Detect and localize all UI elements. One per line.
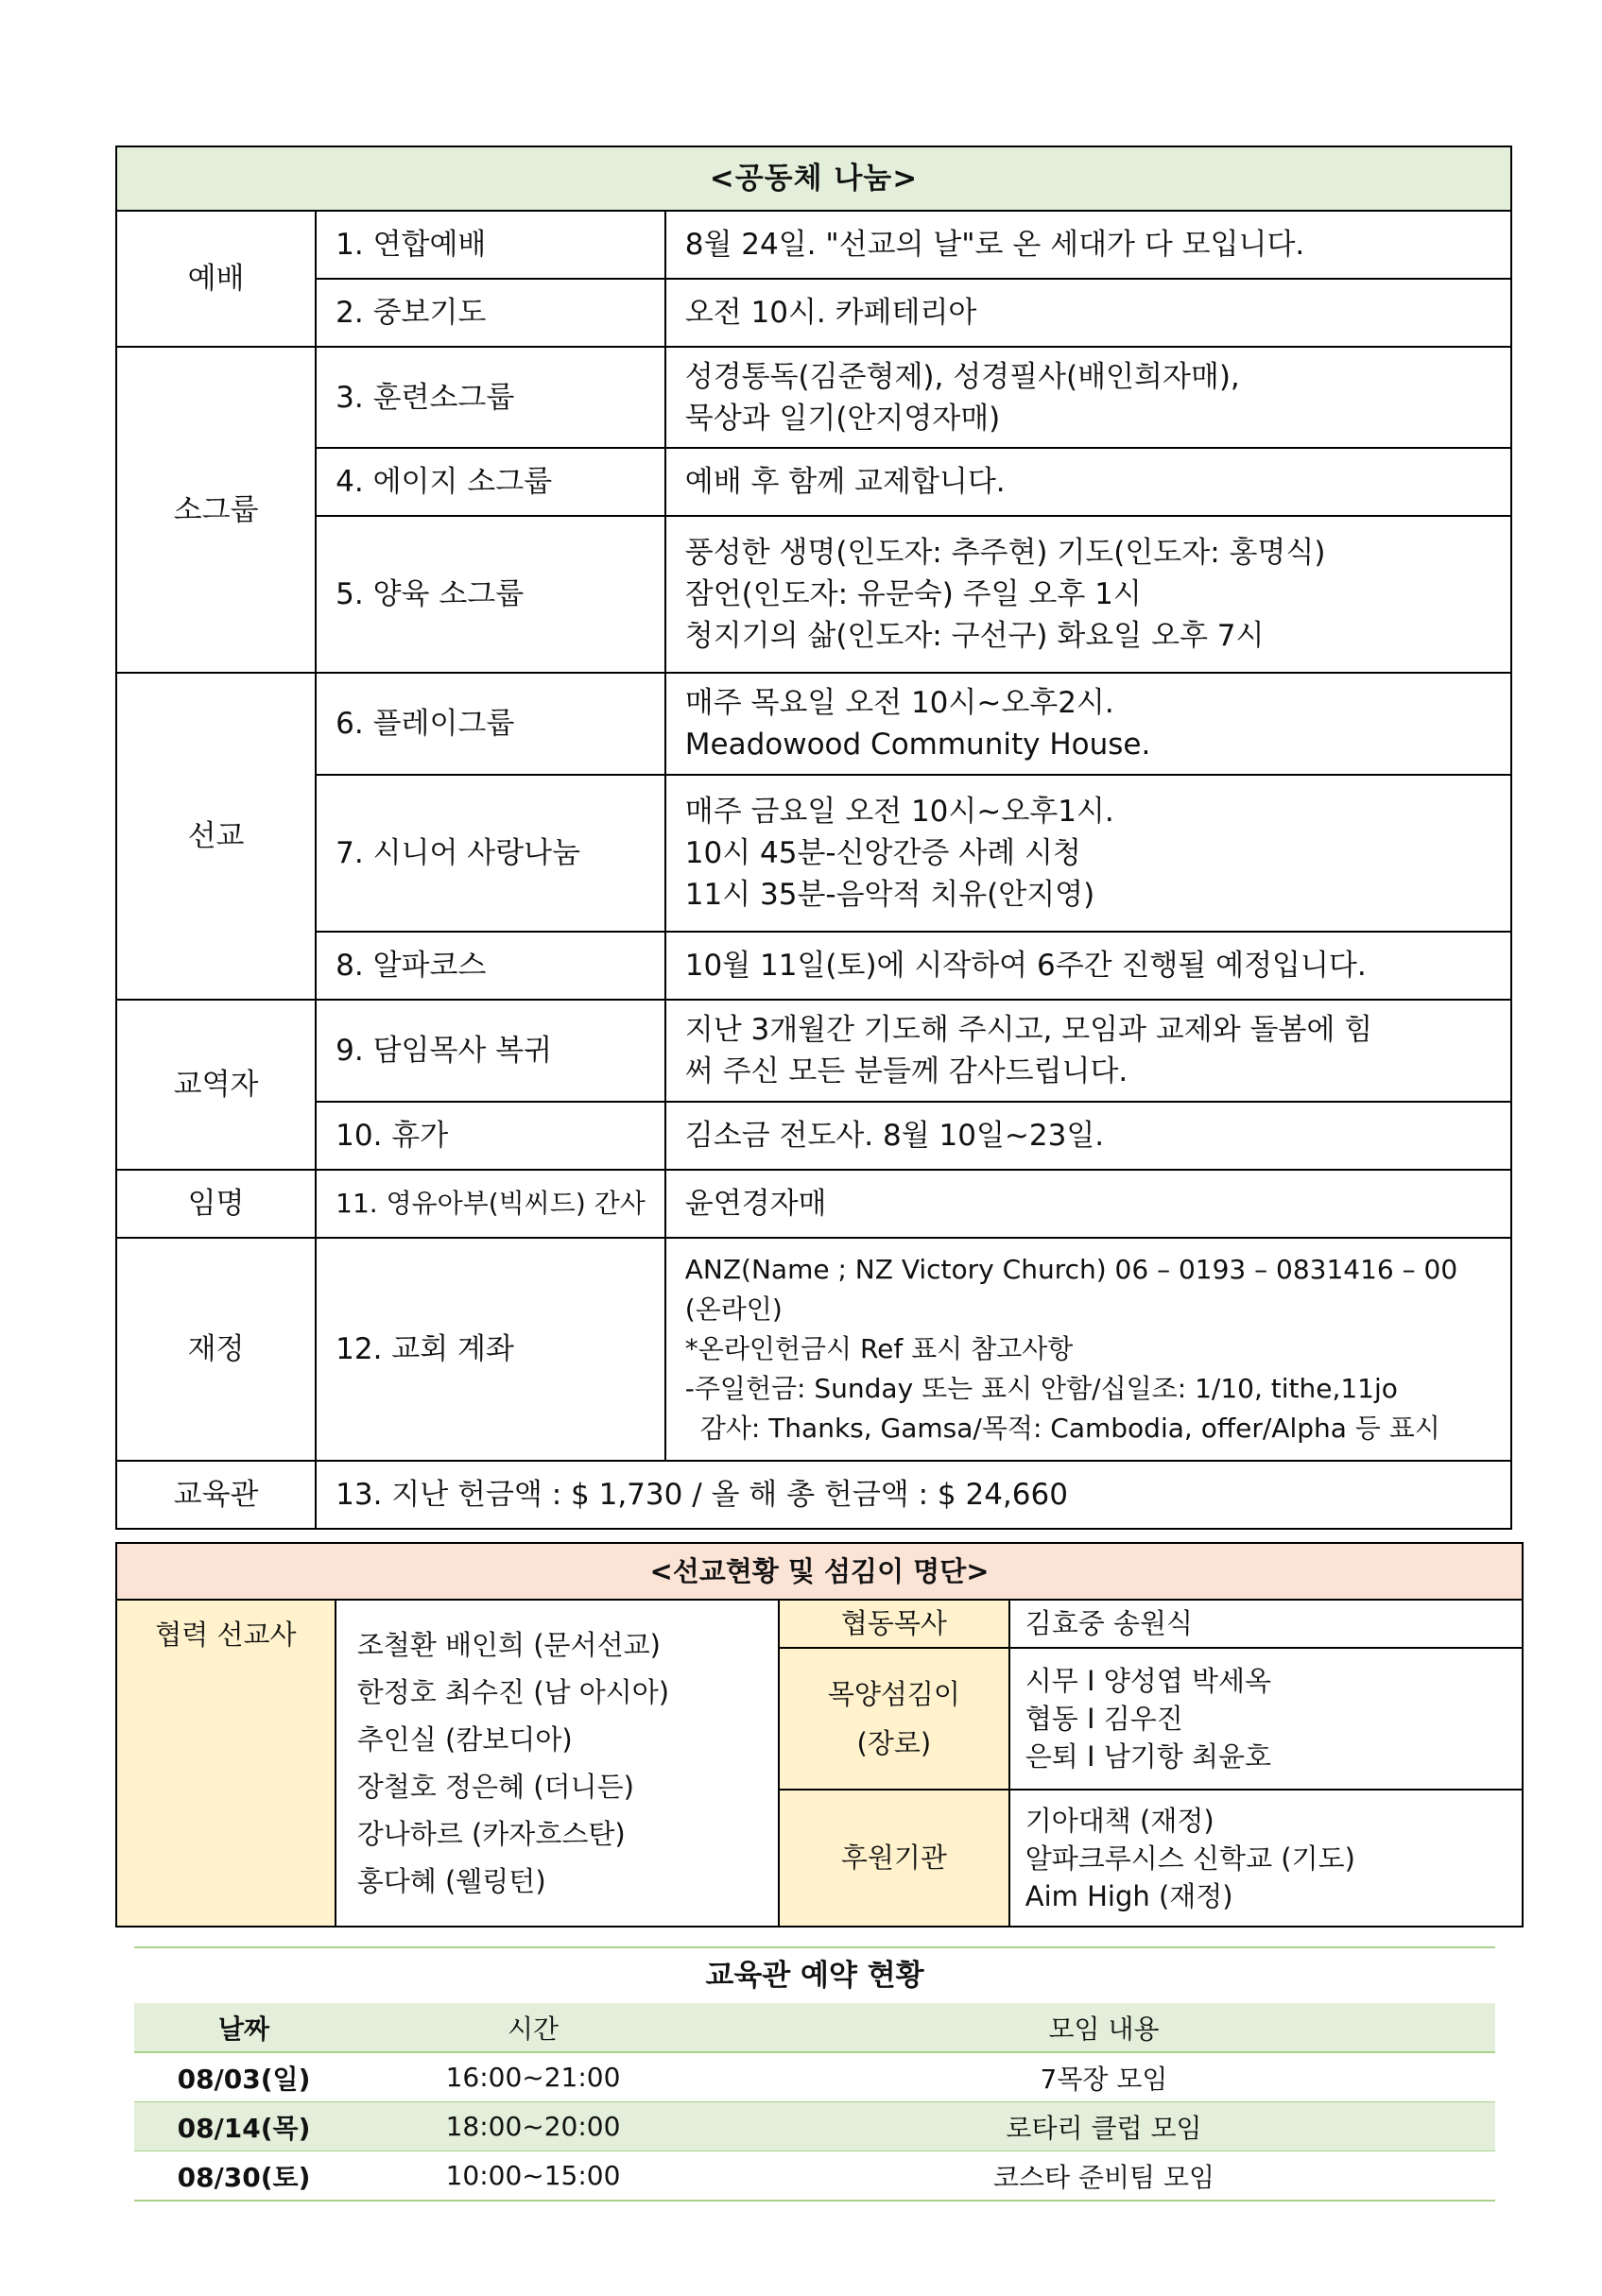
booking-date: 08/14(목): [134, 2102, 353, 2151]
item-label: 4. 에이지 소그룹: [316, 448, 665, 516]
desc-line: 10시 45분-신앙간증 사례 시청: [684, 836, 1081, 870]
desc-line: 청지기의 삶(인도자: 구선구) 화요일 오후 7시: [684, 619, 1265, 653]
missionary-list: [336, 1600, 779, 1927]
booking-section: [134, 1946, 1495, 2202]
booking-date: 08/30(토): [134, 2151, 353, 2202]
category-finance: 재정: [116, 1238, 316, 1461]
desc-line: 지난 3개월간 기도해 주시고, 모임과 교제와 돌봄에 힘: [684, 1013, 1373, 1047]
missionary-item: 한정호 최수진 (남 아시아): [356, 1676, 670, 1708]
desc-line: 잠언(인도자: 유문숙) 주일 오후 1시: [684, 577, 1142, 611]
header-date: 날짜: [134, 2003, 353, 2052]
desc-line: 써 주신 모든 분들께 감사드립니다.: [684, 1054, 1128, 1088]
category-appoint: 임명: [116, 1170, 316, 1238]
missionary-item: 추인실 (캄보디아): [356, 1723, 573, 1756]
item-label: 5. 양육 소그룹: [316, 516, 665, 673]
item-desc: 윤연경자매: [665, 1170, 1511, 1238]
desc-line: Meadowood Community House.: [684, 728, 1151, 762]
assoc-pastor-value: 김효중 송원식: [1009, 1600, 1523, 1648]
category-smallgroup: 소그룹: [116, 347, 316, 673]
desc-line: 매주 금요일 오전 10시~오후1시.: [684, 795, 1114, 829]
header-time: 시간: [353, 2003, 713, 2052]
missionary-item: 조철환 배인희 (문서선교): [356, 1629, 661, 1661]
table-row: [134, 2052, 1495, 2102]
category-mission: 선교: [116, 673, 316, 1000]
table-row: [134, 2102, 1495, 2151]
header-content: 모임 내용: [713, 2003, 1495, 2052]
item-label: 3. 훈련소그룹: [316, 347, 665, 448]
item-desc: 8월 24일. "선교의 날"로 온 세대가 다 모입니다.: [665, 211, 1511, 279]
item-label: 11. 영유아부(빅씨드) 간사: [316, 1170, 665, 1238]
community-table: [115, 146, 1512, 1530]
missionary-item: 장철호 정은혜 (더니든): [356, 1771, 634, 1803]
elder-list: [1009, 1648, 1523, 1790]
item-label: 6. 플레이그룹: [316, 673, 665, 775]
table-row: [134, 2151, 1495, 2202]
category-worship: 예배: [116, 211, 316, 347]
mission-title: <선교현황 및 섬김이 명단>: [116, 1543, 1523, 1600]
item-desc: 10월 11일(토)에 시작하여 6주간 진행될 예정입니다.: [665, 932, 1511, 1000]
desc-line: 매주 목요일 오전 10시~오후2시.: [684, 686, 1114, 720]
sponsor-list: [1009, 1790, 1523, 1927]
item-desc: [665, 673, 1511, 775]
item-desc: [665, 347, 1511, 448]
booking-content: 코스타 준비팀 모임: [713, 2151, 1495, 2202]
booking-time: 16:00~21:00: [353, 2052, 713, 2102]
community-title: <공동체 나눔>: [116, 146, 1511, 211]
partner-missionary-label: 협력 선교사: [116, 1600, 336, 1927]
item-label: 10. 휴가: [316, 1102, 665, 1170]
item-label: 7. 시니어 사랑나눔: [316, 775, 665, 932]
desc-line: (온라인): [684, 1294, 783, 1325]
item-label: 1. 연합예배: [316, 211, 665, 279]
desc-line: 성경통독(김준형제), 성경필사(배인희자매),: [684, 359, 1240, 394]
desc-line: -주일헌금: Sunday 또는 표시 안함/십일조: 1/10, tithe,11jo: [684, 1373, 1398, 1404]
booking-table: [134, 2003, 1495, 2202]
item-desc: [665, 775, 1511, 932]
item-desc: [665, 1000, 1511, 1102]
sponsor-label: 후원기관: [779, 1790, 1009, 1927]
booking-time: 10:00~15:00: [353, 2151, 713, 2202]
item-desc: [665, 516, 1511, 673]
elder-item: 협동 I 김우진: [1025, 1703, 1183, 1735]
desc-line: *온라인헌금시 Ref 표시 참고사항: [684, 1333, 1074, 1364]
sponsor-item: 알파크루시스 신학교 (기도): [1025, 1842, 1355, 1875]
booking-date: 08/03(일): [134, 2052, 353, 2102]
missionary-item: 홍다혜 (웰링턴): [356, 1865, 546, 1897]
item-label: 2. 중보기도: [316, 279, 665, 347]
mission-table: [115, 1542, 1524, 1928]
elder-label: [779, 1648, 1009, 1790]
sponsor-item: Aim High (재정): [1025, 1879, 1233, 1912]
desc-line: 풍성한 생명(인도자: 추주현) 기도(인도자: 홍명식): [684, 536, 1326, 570]
category-ministers: 교역자: [116, 1000, 316, 1170]
booking-time: 18:00~20:00: [353, 2102, 713, 2151]
item-desc: [665, 1238, 1511, 1461]
desc-line: 묵상과 일기(안지영자매): [684, 401, 1001, 436]
item-label: 12. 교회 계좌: [316, 1238, 665, 1461]
elder-label-line: 목양섬김이: [827, 1678, 960, 1710]
elder-item: 시무 I 양성엽 박세옥: [1025, 1665, 1272, 1697]
elder-item: 은퇴 I 남기항 최윤호: [1025, 1740, 1272, 1773]
item-desc: 김소금 전도사. 8월 10일~23일.: [665, 1102, 1511, 1170]
item-label: 9. 담임목사 복귀: [316, 1000, 665, 1102]
missionary-item: 강나하르 (카자흐스탄): [356, 1818, 626, 1850]
item-label: 8. 알파코스: [316, 932, 665, 1000]
booking-content: 로타리 클럽 모임: [713, 2102, 1495, 2151]
sponsor-item: 기아대책 (재정): [1025, 1804, 1214, 1837]
desc-line: 11시 35분-음악적 치유(안지영): [684, 878, 1095, 912]
item-desc: 오전 10시. 카페테리아: [665, 279, 1511, 347]
category-education: 교육관: [116, 1461, 316, 1529]
offering-summary: 13. 지난 헌금액 : $ 1,730 / 올 해 총 헌금액 : $ 24,660: [316, 1461, 1511, 1529]
desc-line: ANZ(Name ; NZ Victory Church) 06 – 0193 – 0831416 – 00: [684, 1254, 1458, 1285]
item-desc: 예배 후 함께 교제합니다.: [665, 448, 1511, 516]
assoc-pastor-label: 협동목사: [779, 1600, 1009, 1648]
elder-label-line: (장로): [856, 1727, 932, 1759]
booking-title: 교육관 예약 현황: [134, 1946, 1495, 2003]
desc-line: 감사: Thanks, Gamsa/목적: Cambodia, offer/Alpha 등 표시: [699, 1413, 1440, 1444]
booking-content: 7목장 모임: [713, 2052, 1495, 2102]
